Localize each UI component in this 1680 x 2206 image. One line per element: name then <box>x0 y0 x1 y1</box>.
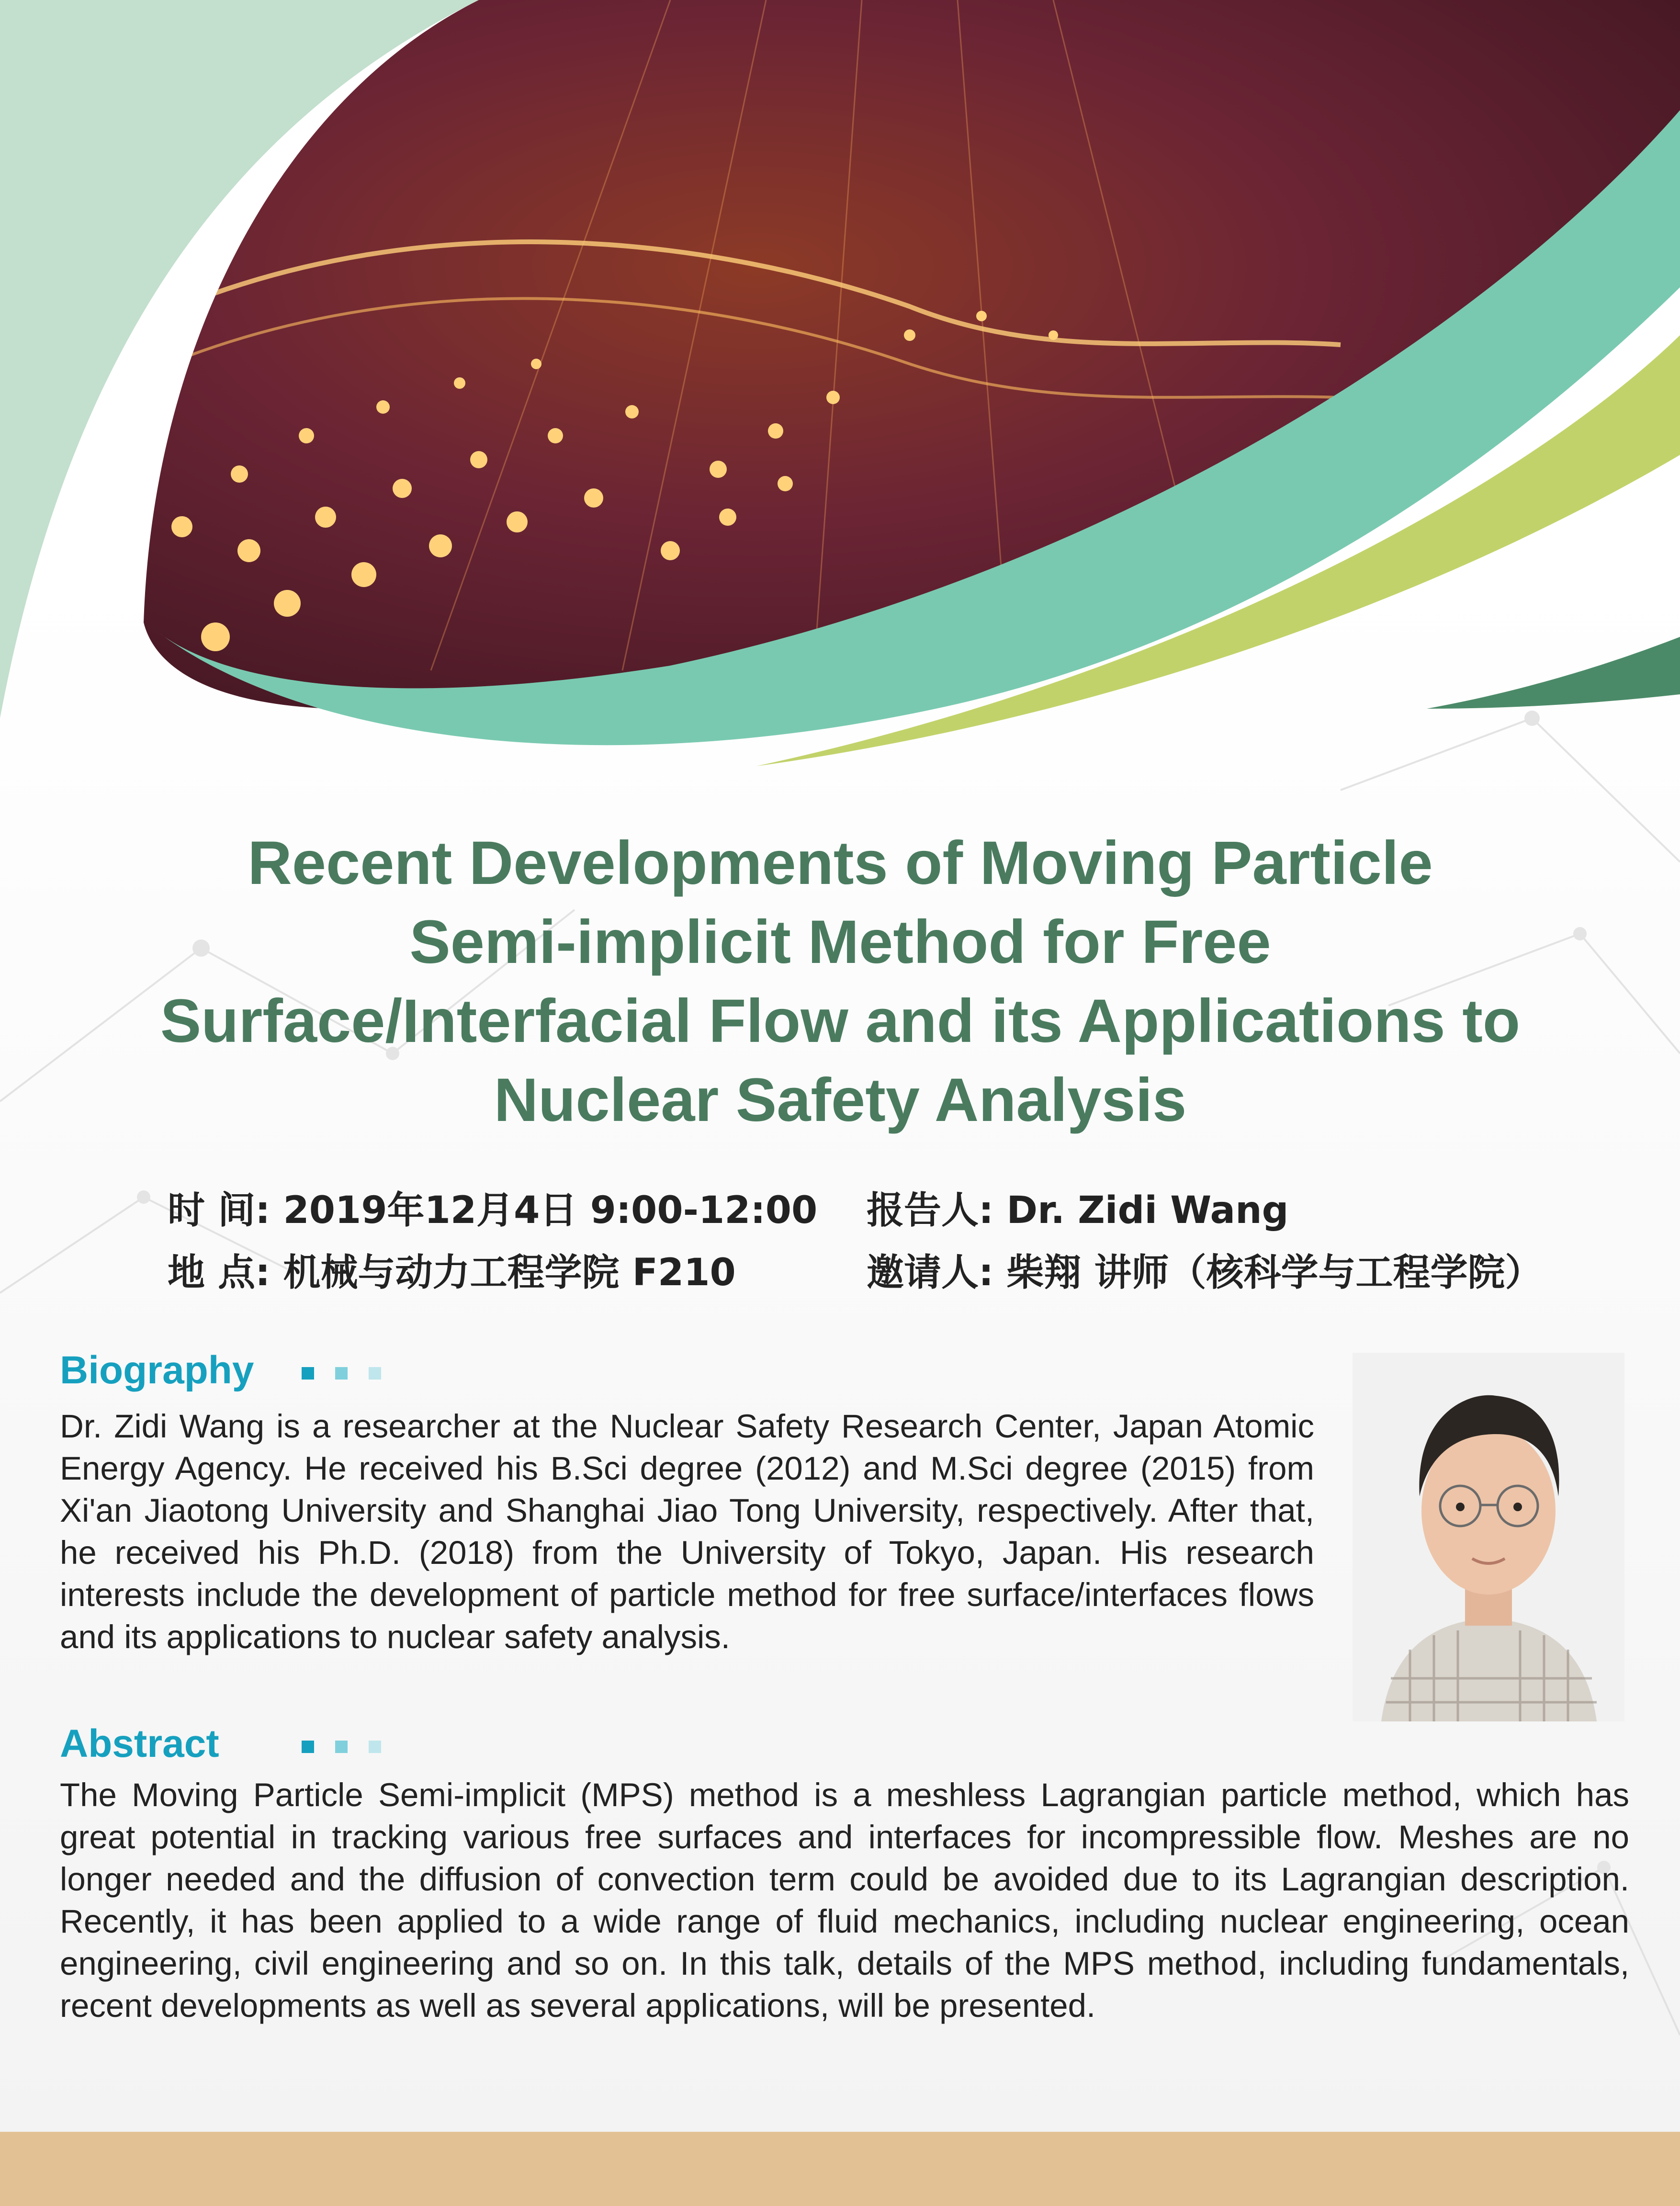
footer-bar <box>0 2132 1680 2206</box>
speaker-photo <box>1353 1353 1624 1721</box>
place-row <box>168 1243 736 1296</box>
biography-text: Dr. Zidi Wang is a researcher at the Nuclear Safety Research Center, Japan Atomic Energy Agency. He received his B.Sci degree (2012) and M.Sci degree (2015) from Xi'an Jiaotong University and Shanghai Jiao Tong University, respectively. After that, he received his Ph.D. (2018) from the University of Tokyo, Japan. His research interests include the development of particle method for free surface/interfaces flows and its applications to nuclear safety analysis. <box>60 1408 1314 1655</box>
talk-title <box>29 824 1652 1140</box>
title-line: Recent Developments of Moving Particle <box>248 829 1433 897</box>
speaker-value: Dr. Zidi Wang <box>1006 1189 1289 1232</box>
host-label: 邀请人: <box>867 1251 994 1294</box>
title-line: Semi-implicit Method for Free <box>409 908 1271 976</box>
abstract-text: The Moving Particle Semi-implicit (MPS) method is a meshless Lagrangian particle method, which has great potential in tracking various free surfaces and interfaces for incompressible flow. Meshes are no longer needed and the diffusion of convection term could be avoided due to its Lagrangian description. Recently, it has been applied to a wide range of fluid mechanics, including nuclear engineering, ocean engineering, civil engineering and so on. In this talk, details of the MPS method, including fundamentals, recent developments as well as several applications, will be presented. <box>60 1776 1629 2024</box>
title-line: Nuclear Safety Analysis <box>494 1066 1187 1134</box>
host-value: 柴翔 讲师（核科学与工程学院） <box>1006 1251 1543 1294</box>
speaker-label: 报告人: <box>867 1189 994 1232</box>
time-label: 时 间: <box>168 1189 271 1232</box>
speaker-row <box>867 1180 1289 1234</box>
host-row <box>867 1243 1543 1296</box>
biography-heading: Biography <box>60 1348 254 1392</box>
time-value: 2019年12月4日 9:00-12:00 <box>283 1189 818 1232</box>
abstract-heading: Abstract <box>60 1722 219 1765</box>
place-label: 地 点: <box>168 1251 271 1294</box>
time-row <box>168 1180 817 1234</box>
title-line: Surface/Interfacial Flow and its Applications to <box>160 987 1521 1055</box>
place-value: 机械与动力工程学院 F210 <box>283 1251 736 1294</box>
